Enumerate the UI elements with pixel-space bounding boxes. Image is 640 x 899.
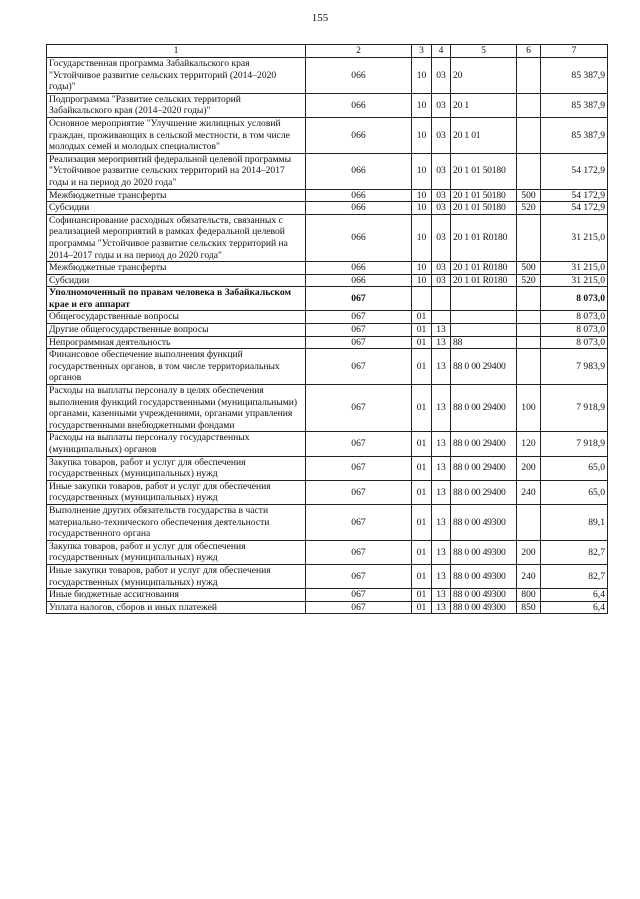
row-section: 10 <box>412 58 432 94</box>
row-subsection: 03 <box>432 274 451 287</box>
table-row <box>47 214 608 261</box>
row-expense-type: 240 <box>517 480 541 504</box>
row-subsection: 13 <box>432 480 451 504</box>
row-subsection: 13 <box>432 336 451 349</box>
row-code: 067 <box>306 336 412 349</box>
row-amount: 54 172,9 <box>541 153 608 189</box>
row-section: 01 <box>412 564 432 588</box>
row-subsection: 13 <box>432 504 451 540</box>
row-name: Основное мероприятие "Улучшение жилищных условий граждан, проживающих в сельской местности, в том числе молодых семей и молодых специалистов" <box>47 117 306 153</box>
row-name: Иные бюджетные ассигнования <box>47 589 306 602</box>
row-subsection: 03 <box>432 262 451 275</box>
row-subsection: 03 <box>432 202 451 215</box>
row-amount: 85 387,9 <box>541 58 608 94</box>
table-row <box>47 262 608 275</box>
row-target-article: 20 1 01 R0180 <box>451 274 517 287</box>
row-expense-type: 520 <box>517 274 541 287</box>
col-header-subsection: 4 <box>432 45 451 58</box>
row-amount: 85 387,9 <box>541 93 608 117</box>
table-row <box>47 153 608 189</box>
col-header-name: 1 <box>47 45 306 58</box>
table-row <box>47 336 608 349</box>
row-target-article: 20 1 <box>451 93 517 117</box>
row-subsection: 03 <box>432 93 451 117</box>
row-target-article <box>451 311 517 324</box>
table-row <box>47 93 608 117</box>
row-expense-type <box>517 311 541 324</box>
row-name: Государственная программа Забайкальского края "Устойчивое развитие сельских территорий (2014–2020 годы)" <box>47 58 306 94</box>
table-row <box>47 564 608 588</box>
row-section: 01 <box>412 480 432 504</box>
row-section: 01 <box>412 324 432 337</box>
row-code: 066 <box>306 262 412 275</box>
row-target-article: 88 0 00 29400 <box>451 432 517 456</box>
row-amount: 7 918,9 <box>541 432 608 456</box>
row-expense-type: 850 <box>517 601 541 614</box>
row-amount: 7 983,9 <box>541 349 608 385</box>
row-subsection: 03 <box>432 117 451 153</box>
row-section <box>412 287 432 311</box>
row-expense-type <box>517 336 541 349</box>
row-section: 10 <box>412 117 432 153</box>
row-code: 067 <box>306 432 412 456</box>
row-amount: 54 172,9 <box>541 189 608 202</box>
row-name: Иные закупки товаров, работ и услуг для обеспечения государственных (муниципальных) нужд <box>47 480 306 504</box>
row-expense-type <box>517 324 541 337</box>
row-code: 067 <box>306 324 412 337</box>
row-expense-type <box>517 214 541 261</box>
row-expense-type <box>517 349 541 385</box>
row-subsection: 03 <box>432 153 451 189</box>
table-row <box>47 189 608 202</box>
row-target-article <box>451 287 517 311</box>
row-target-article: 20 1 01 50180 <box>451 153 517 189</box>
row-amount: 82,7 <box>541 564 608 588</box>
row-section: 10 <box>412 274 432 287</box>
table-row <box>47 274 608 287</box>
table-row <box>47 202 608 215</box>
row-code: 067 <box>306 564 412 588</box>
row-subsection: 13 <box>432 324 451 337</box>
row-name: Другие общегосударственные вопросы <box>47 324 306 337</box>
row-subsection <box>432 287 451 311</box>
row-section: 01 <box>412 504 432 540</box>
row-name: Общегосударственные вопросы <box>47 311 306 324</box>
row-section: 10 <box>412 262 432 275</box>
row-name: Расходы на выплаты персоналу государственных (муниципальных) органов <box>47 432 306 456</box>
row-code: 067 <box>306 504 412 540</box>
row-name: Закупка товаров, работ и услуг для обеспечения государственных (муниципальных) нужд <box>47 540 306 564</box>
row-target-article: 20 1 01 <box>451 117 517 153</box>
table-row <box>47 324 608 337</box>
row-code: 067 <box>306 385 412 432</box>
row-code: 066 <box>306 153 412 189</box>
row-name: Закупка товаров, работ и услуг для обеспечения государственных (муниципальных) нужд <box>47 456 306 480</box>
table-row <box>47 432 608 456</box>
row-target-article: 88 0 00 49300 <box>451 564 517 588</box>
row-amount: 82,7 <box>541 540 608 564</box>
table-row <box>47 589 608 602</box>
row-amount: 65,0 <box>541 456 608 480</box>
row-name: Непрограммная деятельность <box>47 336 306 349</box>
col-header-section: 3 <box>412 45 432 58</box>
row-amount: 8 073,0 <box>541 336 608 349</box>
row-amount: 31 215,0 <box>541 262 608 275</box>
row-name: Выполнение других обязательств государства в части материально-технического обеспечения деятельности государственного органа <box>47 504 306 540</box>
table-row <box>47 311 608 324</box>
col-header-target: 5 <box>451 45 517 58</box>
row-amount: 85 387,9 <box>541 117 608 153</box>
row-amount: 54 172,9 <box>541 202 608 215</box>
row-expense-type <box>517 93 541 117</box>
row-target-article: 88 0 00 29400 <box>451 456 517 480</box>
row-name: Межбюджетные трансферты <box>47 189 306 202</box>
row-expense-type <box>517 153 541 189</box>
row-name: Уполномоченный по правам человека в Забайкальском крае и его аппарат <box>47 287 306 311</box>
row-expense-type: 200 <box>517 456 541 480</box>
row-section: 01 <box>412 589 432 602</box>
row-code: 067 <box>306 349 412 385</box>
row-code: 066 <box>306 214 412 261</box>
row-code: 067 <box>306 456 412 480</box>
row-section: 10 <box>412 93 432 117</box>
row-amount: 6,4 <box>541 601 608 614</box>
row-target-article: 88 0 00 49300 <box>451 504 517 540</box>
table-row <box>47 117 608 153</box>
row-name: Финансовое обеспечение выполнения функций государственных органов, в том числе территориальных органов <box>47 349 306 385</box>
row-subsection: 13 <box>432 589 451 602</box>
row-code: 066 <box>306 202 412 215</box>
row-code: 067 <box>306 540 412 564</box>
column-number-row <box>47 45 608 58</box>
row-expense-type: 100 <box>517 385 541 432</box>
row-code: 066 <box>306 189 412 202</box>
row-subsection: 03 <box>432 214 451 261</box>
row-section: 10 <box>412 189 432 202</box>
row-section: 10 <box>412 202 432 215</box>
row-subsection: 13 <box>432 432 451 456</box>
row-code: 067 <box>306 589 412 602</box>
row-name: Межбюджетные трансферты <box>47 262 306 275</box>
row-target-article: 88 0 00 49300 <box>451 601 517 614</box>
col-header-amount: 7 <box>541 45 608 58</box>
row-expense-type: 120 <box>517 432 541 456</box>
row-target-article: 20 1 01 50180 <box>451 202 517 215</box>
row-expense-type: 200 <box>517 540 541 564</box>
row-target-article: 88 <box>451 336 517 349</box>
row-section: 01 <box>412 349 432 385</box>
row-section: 01 <box>412 601 432 614</box>
row-target-article: 88 0 00 29400 <box>451 349 517 385</box>
row-target-article <box>451 324 517 337</box>
row-name: Реализация мероприятий федеральной целевой программы "Устойчивое развитие сельских территорий на 2014–2017 годы и на период до 2020 года" <box>47 153 306 189</box>
row-subsection: 03 <box>432 58 451 94</box>
row-code: 067 <box>306 311 412 324</box>
row-name: Субсидии <box>47 202 306 215</box>
row-expense-type: 800 <box>517 589 541 602</box>
row-subsection: 13 <box>432 385 451 432</box>
row-expense-type <box>517 504 541 540</box>
table-row <box>47 601 608 614</box>
row-name: Подпрограмма "Развитие сельских территорий Забайкальского края (2014–2020 годы)" <box>47 93 306 117</box>
row-section: 01 <box>412 456 432 480</box>
row-subsection <box>432 311 451 324</box>
table-row <box>47 385 608 432</box>
row-target-article: 88 0 00 49300 <box>451 589 517 602</box>
row-code: 067 <box>306 601 412 614</box>
row-target-article: 20 1 01 R0180 <box>451 262 517 275</box>
table-row <box>47 349 608 385</box>
budget-table <box>46 44 608 614</box>
row-section: 01 <box>412 385 432 432</box>
row-name: Субсидии <box>47 274 306 287</box>
row-target-article: 20 1 01 R0180 <box>451 214 517 261</box>
row-amount: 7 918,9 <box>541 385 608 432</box>
row-target-article: 88 0 00 29400 <box>451 480 517 504</box>
row-amount: 8 073,0 <box>541 311 608 324</box>
row-name: Расходы на выплаты персоналу в целях обеспечения выполнения функций государственными (муниципальными) органами, казенными учреждениями, органами управления государственными внебюджетными фондами <box>47 385 306 432</box>
row-amount: 89,1 <box>541 504 608 540</box>
col-header-code: 2 <box>306 45 412 58</box>
row-code: 067 <box>306 287 412 311</box>
row-expense-type: 500 <box>517 189 541 202</box>
row-subsection: 13 <box>432 349 451 385</box>
table-row <box>47 540 608 564</box>
row-target-article: 20 <box>451 58 517 94</box>
row-amount: 8 073,0 <box>541 287 608 311</box>
row-section: 01 <box>412 432 432 456</box>
table-row <box>47 456 608 480</box>
row-name: Софинансирование расходных обязательств, связанных с реализацией мероприятий в рамках федеральной целевой программы "Устойчивое развитие сельских территорий на 2014–2017 годы и на период до 2020 года" <box>47 214 306 261</box>
table-row <box>47 58 608 94</box>
table-row <box>47 480 608 504</box>
table-row <box>47 287 608 311</box>
row-target-article: 88 0 00 29400 <box>451 385 517 432</box>
row-expense-type: 520 <box>517 202 541 215</box>
row-section: 01 <box>412 311 432 324</box>
row-name: Иные закупки товаров, работ и услуг для обеспечения государственных (муниципальных) нужд <box>47 564 306 588</box>
row-subsection: 03 <box>432 189 451 202</box>
row-section: 10 <box>412 214 432 261</box>
row-subsection: 13 <box>432 564 451 588</box>
row-subsection: 13 <box>432 601 451 614</box>
row-section: 10 <box>412 153 432 189</box>
table-row <box>47 504 608 540</box>
row-expense-type <box>517 287 541 311</box>
row-amount: 8 073,0 <box>541 324 608 337</box>
row-code: 066 <box>306 274 412 287</box>
row-amount: 65,0 <box>541 480 608 504</box>
row-amount: 6,4 <box>541 589 608 602</box>
col-header-expense-type: 6 <box>517 45 541 58</box>
row-amount: 31 215,0 <box>541 214 608 261</box>
row-code: 067 <box>306 480 412 504</box>
row-section: 01 <box>412 336 432 349</box>
row-code: 066 <box>306 58 412 94</box>
row-code: 066 <box>306 93 412 117</box>
row-expense-type <box>517 58 541 94</box>
row-target-article: 88 0 00 49300 <box>451 540 517 564</box>
page-number: 155 <box>311 12 329 24</box>
row-amount: 31 215,0 <box>541 274 608 287</box>
row-target-article: 20 1 01 50180 <box>451 189 517 202</box>
row-name: Уплата налогов, сборов и иных платежей <box>47 601 306 614</box>
row-expense-type: 240 <box>517 564 541 588</box>
row-section: 01 <box>412 540 432 564</box>
row-code: 066 <box>306 117 412 153</box>
row-subsection: 13 <box>432 540 451 564</box>
row-subsection: 13 <box>432 456 451 480</box>
row-expense-type: 500 <box>517 262 541 275</box>
row-expense-type <box>517 117 541 153</box>
